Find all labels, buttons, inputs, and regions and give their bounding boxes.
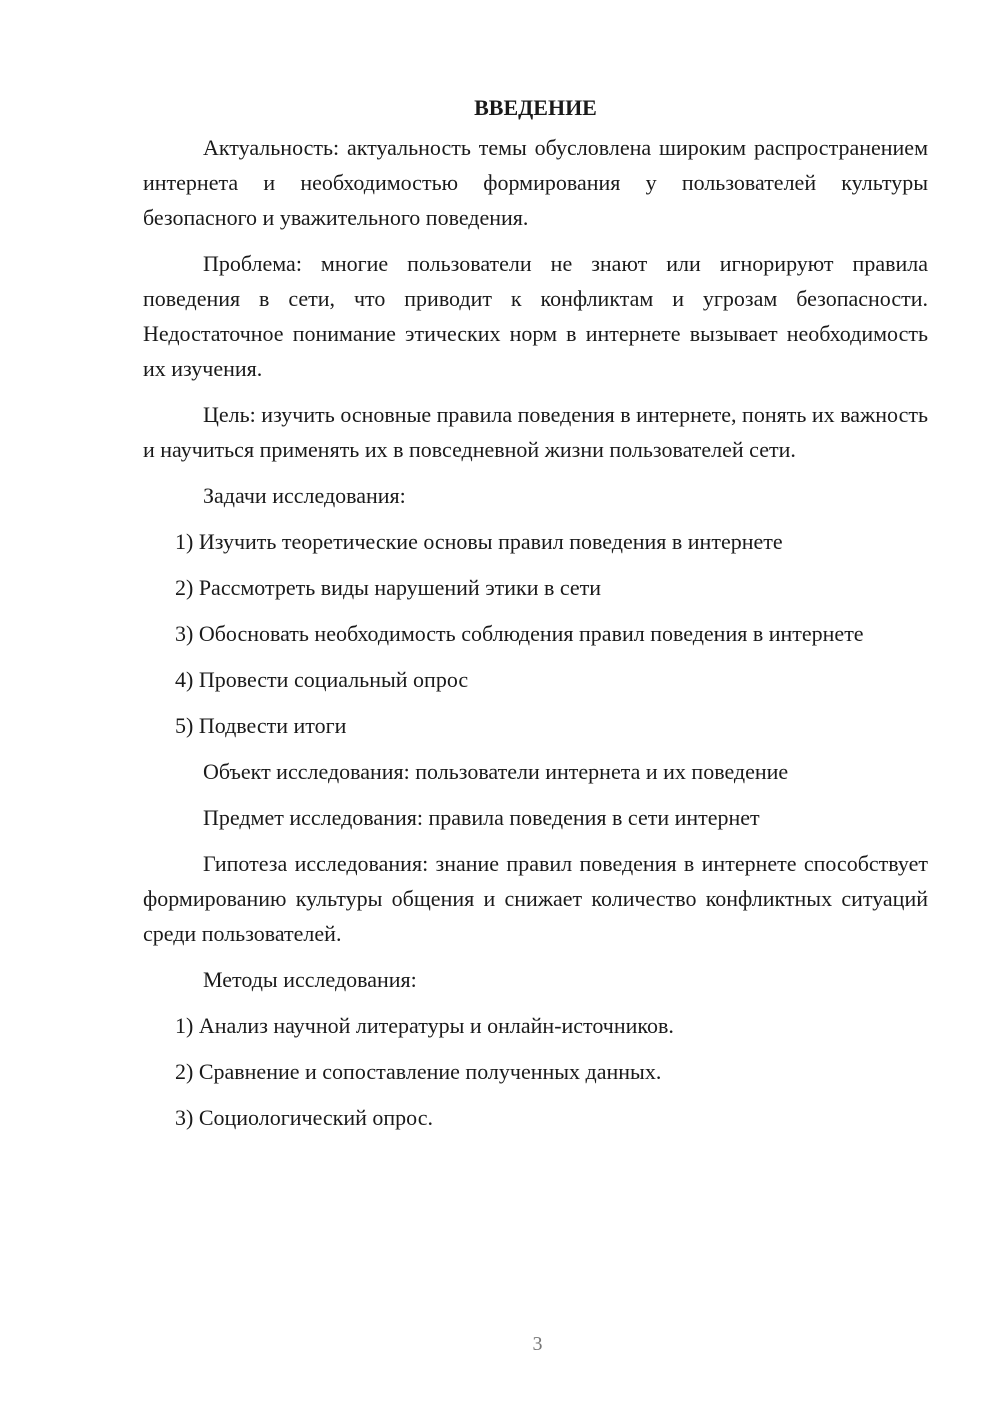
task-item: 1) Изучить теоретические основы правил поведения в интернете [175, 529, 783, 554]
paragraph-goal: Цель: изучить основные правила поведения в интернете, понять их важность и научиться применять их в повседневной жизни пользователей сети. [143, 402, 928, 462]
paragraph-problem: Проблема: многие пользователи не знают или игнорируют правила поведения в сети, что приводит к конфликтам и угрозам безопасности. Недостаточное понимание этических норм в интернете вызывает необходимость их изучения. [143, 251, 928, 381]
section-title: ВВЕДЕНИЕ [474, 95, 597, 120]
task-item: 3) Обосновать необходимость соблюдения правил поведения в интернете [175, 621, 864, 646]
method-item: 2) Сравнение и сопоставление полученных данных. [175, 1059, 662, 1084]
tasks-heading: Задачи исследования: [203, 483, 406, 508]
task-item: 2) Рассмотреть виды нарушений этики в сети [175, 575, 602, 600]
paragraph-hypothesis: Гипотеза исследования: знание правил поведения в интернете способствует формированию культуры общения и снижает количество конфликтных ситуаций среди пользователей. [143, 851, 928, 946]
task-item: 5) Подвести итоги [175, 713, 347, 738]
task-item: 4) Провести социальный опрос [175, 667, 469, 692]
method-item: 1) Анализ научной литературы и онлайн-источников. [175, 1013, 674, 1038]
page-number: 3 [532, 1333, 543, 1355]
document-body [143, 90, 928, 1146]
paragraph-subject: Предмет исследования: правила поведения в сети интернет [203, 805, 760, 830]
paragraph-relevance: Актуальность: актуальность темы обусловлена широким распространением интернета и необходимостью формирования у пользователей культуры безопасного и уважительного поведения. [143, 135, 928, 230]
method-item: 3) Социологический опрос. [175, 1105, 433, 1130]
methods-heading: Методы исследования: [203, 967, 417, 992]
paragraph-object: Объект исследования: пользователи интернета и их поведение [203, 759, 789, 784]
